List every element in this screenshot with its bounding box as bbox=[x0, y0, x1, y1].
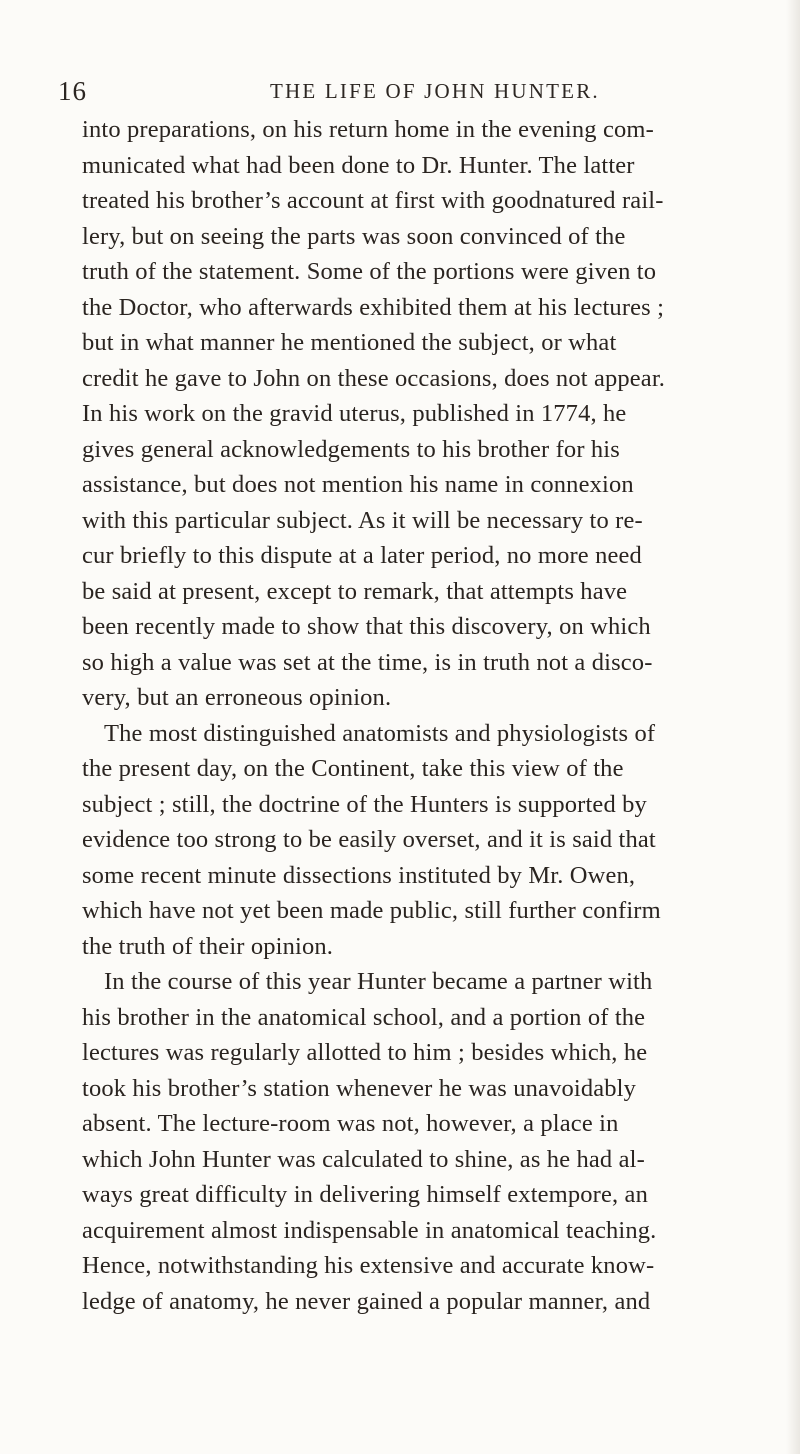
text-line: with this particular subject. As it will be necessary to re- bbox=[82, 506, 643, 534]
text-line: credit he gave to John on these occasions, does not appear. bbox=[82, 364, 666, 392]
paragraph-start-line: The most distinguished anatomists and physiologists of bbox=[104, 719, 656, 747]
text-line: into preparations, on his return home in the evening com- bbox=[82, 116, 654, 143]
text-line: his brother in the anatomical school, and a portion of the bbox=[82, 1003, 646, 1031]
running-title: THE LIFE OF JOHN HUNTER. bbox=[270, 79, 600, 103]
text-line: which have not yet been made public, still further confirm bbox=[82, 897, 661, 924]
text-line: took his brother’s station whenever he was unavoidably bbox=[82, 1074, 637, 1102]
text-line: ways great difficulty in delivering himself extempore, an bbox=[82, 1181, 648, 1208]
text-line: be said at present, except to remark, that attempts have bbox=[82, 577, 628, 605]
text-line: the present day, on the Continent, take this view of the bbox=[82, 755, 624, 782]
text-line: absent. The lecture-room was not, however, a place in bbox=[82, 1110, 619, 1137]
text-line: lery, but on seeing the parts was soon convinced of the bbox=[82, 222, 626, 250]
paragraph-start-line: In the course of this year Hunter became a partner with bbox=[104, 968, 653, 995]
text-line: In his work on the gravid uterus, published in 1774, he bbox=[82, 400, 627, 427]
text-line: some recent minute dissections instituted by Mr. Owen, bbox=[82, 861, 636, 889]
text-line: municated what had been done to Dr. Hunter. The latter bbox=[82, 151, 635, 179]
text-line: treated his brother’s account at first with goodnatured rail- bbox=[82, 187, 664, 214]
text-line: very, but an erroneous opinion. bbox=[82, 684, 392, 711]
text-line: the truth of their opinion. bbox=[82, 932, 334, 960]
text-line: Hence, notwithstanding his extensive and accurate know- bbox=[82, 1252, 655, 1279]
text-line: evidence too strong to be easily overset, and it is said that bbox=[82, 826, 656, 853]
text-line: but in what manner he mentioned the subject, or what bbox=[82, 329, 617, 356]
text-line: lectures was regularly allotted to him ; besides which, he bbox=[82, 1039, 648, 1066]
text-line: assistance, but does not mention his name in connexion bbox=[82, 471, 634, 498]
text-line: gives general acknowledgements to his brother for his bbox=[82, 435, 620, 463]
running-head bbox=[58, 76, 738, 112]
page-number: 16 bbox=[58, 76, 87, 106]
text-line: so high a value was set at the time, is in truth not a disco- bbox=[82, 648, 653, 676]
text-line: which John Hunter was calculated to shine, as he had al- bbox=[82, 1145, 645, 1173]
body-text bbox=[82, 112, 800, 1319]
text-line: truth of the statement. Some of the portions were given to bbox=[82, 258, 657, 285]
text-line: been recently made to show that this discovery, on which bbox=[82, 613, 651, 640]
text-line: acquirement almost indispensable in anatomical teaching. bbox=[82, 1216, 657, 1244]
text-line: subject ; still, the doctrine of the Hunters is supported by bbox=[82, 790, 647, 818]
text-line: the Doctor, who afterwards exhibited them at his lectures ; bbox=[82, 293, 665, 321]
text-line: cur briefly to this dispute at a later period, no more need bbox=[82, 542, 642, 569]
text-line: ledge of anatomy, he never gained a popular manner, and bbox=[82, 1287, 651, 1315]
